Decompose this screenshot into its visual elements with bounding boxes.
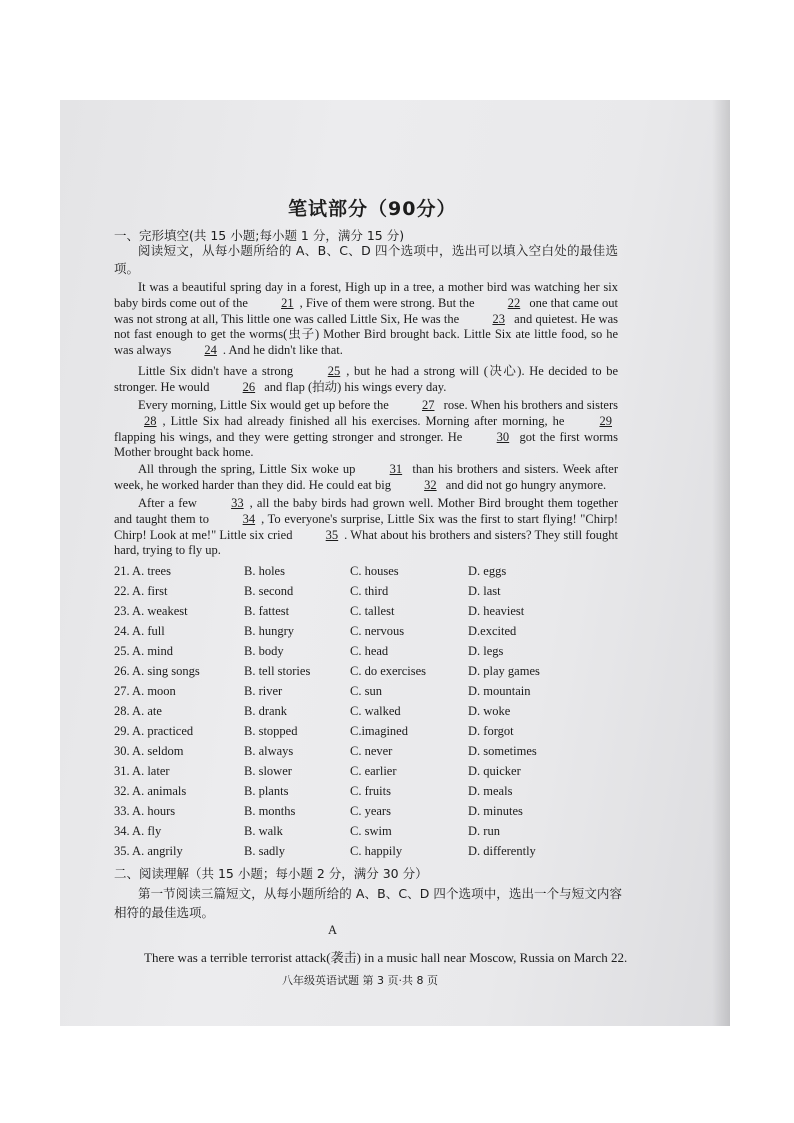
option-row — [114, 604, 634, 624]
option-row — [114, 684, 634, 704]
option-row — [114, 704, 634, 724]
passage-paragraph — [114, 364, 618, 396]
blank-number: 23 — [492, 311, 505, 326]
section1-heading: 一、完形填空(共 15 小题;每小题 1 分，满分 15 分) — [114, 228, 405, 243]
option-choice: C. head — [350, 644, 389, 658]
blank-number: 32 — [424, 477, 437, 492]
section2-instruction: 第一节阅读三篇短文，从每小题所给的 A、B、C、D 四个选项中，选出一个与短文内容相符的最佳选项。 — [114, 886, 622, 920]
passage-text: , Five of them were strong. But the — [299, 295, 478, 310]
option-choice: D. play games — [468, 664, 540, 678]
option-choice: C. third — [350, 584, 389, 598]
blank-number: 33 — [231, 496, 244, 510]
blank-number: 31 — [389, 462, 403, 476]
option-choice: B. plants — [244, 784, 289, 798]
option-choice: 27. A. moon — [114, 684, 176, 698]
option-row — [114, 644, 634, 664]
option-choice: 29. A. practiced — [114, 724, 194, 738]
passage-text: rose. When his brothers and sisters — [440, 398, 618, 412]
passage-text: and flap (拍动) his wings every day. — [261, 379, 447, 394]
option-choice: D. last — [468, 584, 501, 598]
option-choice: D. meals — [468, 784, 513, 798]
option-choice: B. drank — [244, 704, 288, 718]
passage-text: one that came out was not strong at all, This little one was called Little Six, He was the — [114, 295, 619, 326]
option-choice: D. minutes — [468, 804, 523, 818]
option-row — [114, 844, 634, 864]
option-choice: C. swim — [350, 824, 392, 838]
option-choice: B. always — [244, 744, 294, 758]
passage-text: than his brothers and sisters. Week after week, he worked harder than they did. He could eat big — [114, 462, 618, 492]
option-choice: D. differently — [468, 844, 536, 858]
option-choice: D. run — [468, 824, 500, 838]
passage-first-line: There was a terrible terrorist attack(袭击) in a music hall near Moscow, Russia on March 22. — [144, 950, 628, 965]
option-row — [114, 824, 634, 844]
option-choice: 35. A. angrily — [114, 844, 183, 858]
option-row — [114, 764, 634, 784]
option-choice: D. heaviest — [468, 604, 525, 618]
option-choice: D. mountain — [468, 684, 531, 698]
option-choice: 21. A. trees — [114, 564, 171, 578]
blank-number: 25 — [327, 364, 341, 378]
passage-paragraph — [114, 462, 618, 494]
option-choice: C. walked — [350, 704, 401, 718]
page-title: 笔试部分（90分） — [288, 198, 457, 220]
passage-text: All through the spring, Little Six woke up — [138, 462, 360, 476]
option-row — [114, 564, 634, 584]
option-choice: B. hungry — [244, 624, 294, 638]
option-choice: C. happily — [350, 844, 403, 858]
option-choice: C. years — [350, 804, 391, 818]
option-choice: B. body — [244, 644, 284, 658]
blank-number: 34 — [242, 511, 256, 526]
option-choice: 25. A. mind — [114, 644, 174, 658]
option-choice: D. sometimes — [468, 744, 537, 758]
option-row — [114, 624, 634, 644]
option-choice: D. quicker — [468, 764, 521, 778]
option-choice: B. sadly — [244, 844, 285, 858]
option-choice: 24. A. full — [114, 624, 165, 638]
passage-paragraph — [114, 398, 618, 461]
blank-number: 24 — [204, 343, 217, 358]
option-choice: C. houses — [350, 564, 399, 578]
blank-number: 27 — [421, 398, 435, 412]
section1-instruction: 阅读短文，从每小题所给的 A、B、C、D 四个选项中，选出可以填入空白处的最佳选项。 — [114, 243, 618, 276]
photographed-exam-page — [60, 100, 730, 1026]
option-choice: 31. A. later — [114, 764, 170, 778]
option-choice: 23. A. weakest — [114, 604, 188, 618]
option-choice: C. never — [350, 744, 393, 758]
passage-label: A — [328, 923, 338, 937]
passage-text: Little Six didn't have a strong — [138, 364, 298, 378]
option-choice: 28. A. ate — [114, 704, 162, 718]
blank-number: 30 — [496, 429, 510, 444]
page-footer: 八年级英语试题 第 3 页·共 8 页 — [282, 974, 438, 987]
option-row — [114, 804, 634, 824]
passage-text: and quietest. He was not fast enough to get the worms(虫子) Mother Bird brought back. Little Six ate little food, so he was always — [114, 311, 618, 358]
option-choice: B. tell stories — [244, 664, 311, 678]
passage-text: It was a beautiful spring day in a forest, High up in a tree, a mother bird was watching her six baby birds come out of the — [114, 280, 618, 310]
option-choice: B. fattest — [244, 604, 290, 618]
option-choice: C. sun — [350, 684, 382, 698]
option-row — [114, 744, 634, 764]
passage-text: After a few — [138, 496, 202, 510]
option-choice: 30. A. seldom — [114, 744, 184, 758]
option-choice: C.imagined — [350, 724, 408, 738]
option-choice: B. holes — [244, 564, 285, 578]
passage-text: got the first worms Mother brought back home. — [114, 429, 618, 460]
option-choice: D. eggs — [468, 564, 507, 578]
option-choice: C. nervous — [350, 624, 405, 638]
passage-text: . And he didn't like that. — [222, 343, 343, 358]
passage-paragraph — [114, 496, 618, 559]
passage-text: Every morning, Little Six would get up before the — [138, 398, 392, 412]
blank-number: 22 — [507, 295, 521, 310]
option-choice: D. legs — [468, 644, 504, 658]
option-choice: 22. A. first — [114, 584, 168, 598]
blank-number: 28 — [144, 413, 157, 428]
option-choice: C. fruits — [350, 784, 391, 798]
blank-number: 26 — [242, 379, 256, 394]
option-choice: B. river — [244, 684, 283, 698]
passage-text: , To everyone's surprise, Little Six was the first to start flying! "Chirp! Chirp! Look at me!" Little six cried — [114, 511, 619, 542]
passage-text: , all the baby birds had grown well. Mother Bird brought them together and taught them to — [114, 496, 618, 526]
option-choice: D.excited — [468, 624, 517, 638]
option-choice: 33. A. hours — [114, 804, 176, 818]
option-choice: 26. A. sing songs — [114, 664, 200, 678]
option-row — [114, 664, 634, 684]
section2-heading: 二、阅读理解（共 15 小题；每小题 2 分，满分 30 分） — [114, 866, 428, 881]
option-choice: D. forgot — [468, 724, 514, 738]
option-choice: B. months — [244, 804, 296, 818]
option-choice: C. tallest — [350, 604, 395, 618]
passage-text: flapping his wings, and they were getting stronger and stronger. He — [114, 429, 467, 444]
option-row — [114, 724, 634, 744]
option-choice: B. stopped — [244, 724, 298, 738]
option-choice: 32. A. animals — [114, 784, 187, 798]
option-row — [114, 784, 634, 804]
option-choice: 34. A. fly — [114, 824, 162, 838]
option-choice: B. walk — [244, 824, 283, 838]
passage-text: . What about his brothers and sisters? They still fought hard, trying to fly up. — [114, 527, 619, 558]
option-choice: D. woke — [468, 704, 511, 718]
passage-text: , Little Six had already finished all his exercises. Morning after morning, he — [162, 413, 570, 428]
passage-paragraph — [114, 280, 618, 359]
option-choice: C. do exercises — [350, 664, 427, 678]
option-choice: C. earlier — [350, 764, 397, 778]
page-shadow — [712, 100, 730, 1026]
blank-number: 29 — [599, 413, 612, 428]
passage-text: and did not go hungry anymore. — [442, 477, 607, 492]
option-row — [114, 584, 634, 604]
blank-number: 35 — [325, 527, 339, 542]
blank-number: 21 — [281, 295, 294, 310]
option-choice: B. second — [244, 584, 294, 598]
passage-text: , but he had a strong will (决心). He decided to be stronger. He would — [114, 364, 618, 394]
option-choice: B. slower — [244, 764, 292, 778]
